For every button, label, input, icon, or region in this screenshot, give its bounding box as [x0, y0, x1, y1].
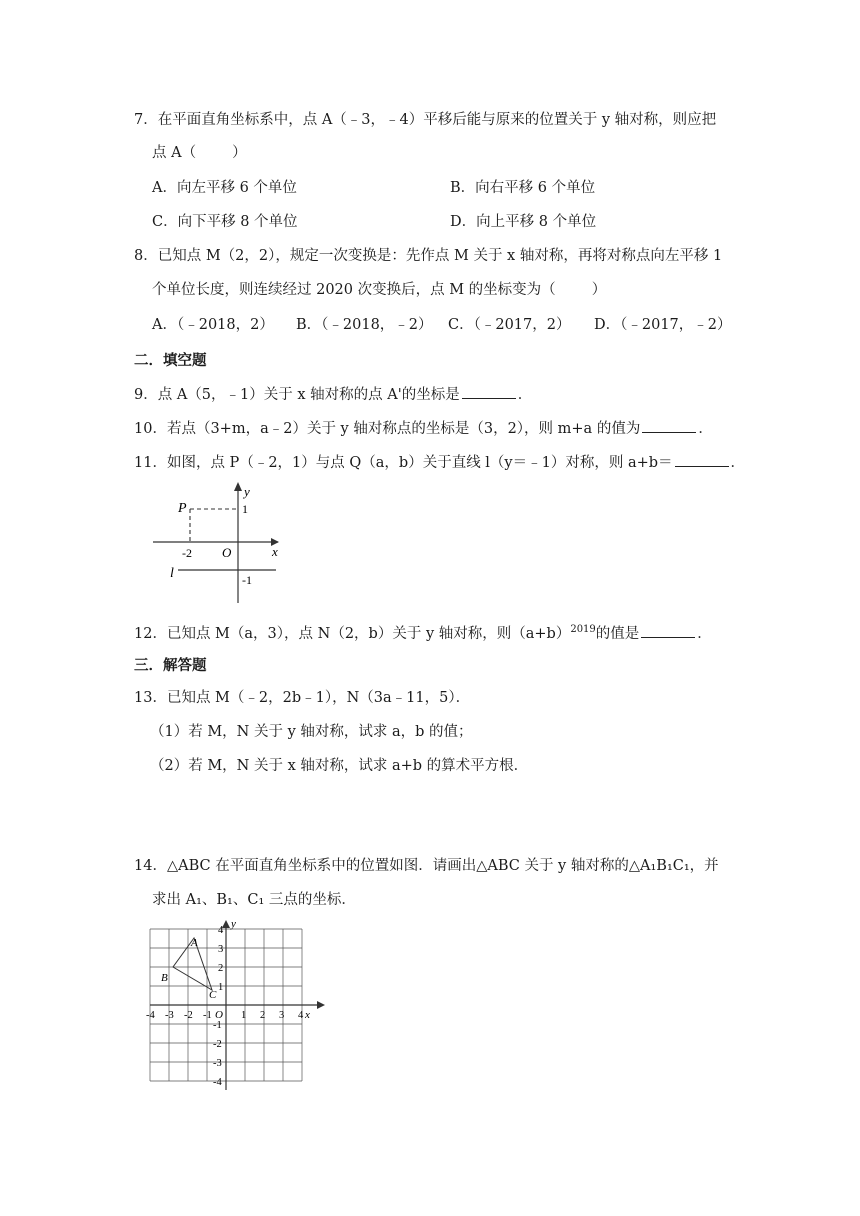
q14-y-tick-label: -2: [213, 1039, 222, 1050]
q12-answer-blank: [641, 623, 695, 638]
q9-answer-blank: [462, 384, 516, 399]
q7-option-a: A．向左平移 6 个单位: [152, 180, 297, 196]
q12-text: 12．已知点 M（a，3），点 N（2，b）关于 y 轴对称，则（a+b）: [134, 625, 571, 642]
q9: [134, 384, 532, 405]
section-solution-heading: 三．解答题: [134, 658, 207, 674]
q9-end: ．: [517, 387, 533, 403]
q14-x-tick-label: -1: [203, 1010, 212, 1021]
q14-line1: 14．△ABC 在平面直角坐标系中的位置如图．请画出△ABC 关于 y 轴对称的△A₁B₁C₁，并: [134, 858, 719, 874]
q13-part2: （2）若 M，N 关于 x 轴对称，试求 a+b 的算术平方根．: [150, 758, 529, 774]
q14-y-tick-label: -1: [213, 1020, 222, 1031]
q10-answer-blank: [642, 418, 696, 433]
q8-line2-post: ）: [591, 282, 607, 298]
q14-y-tick-label: 1: [218, 982, 224, 993]
q12-end: ．: [697, 625, 712, 642]
q9-text: 9．点 A（5，﹣1）关于 x 轴对称的点 A'的坐标是: [134, 387, 460, 403]
q14-label-origin: O: [215, 1009, 223, 1021]
q13-line1: 13．已知点 M（﹣2，2b﹣1），N（3a﹣11，5）．: [134, 690, 471, 706]
q10-text: 10．若点（3+m，a﹣2）关于 y 轴对称点的坐标是（3，2），则 m+a 的值为: [134, 421, 641, 437]
q11-tick-neg1: -1: [242, 573, 252, 587]
q7-option-c: C．向下平移 8 个单位: [152, 214, 298, 230]
q14-label-c: C: [209, 989, 217, 1001]
q10-end: ．: [698, 421, 713, 437]
section-fill-in-heading: 二．填空题: [134, 353, 207, 369]
q8-line2-pre: 个单位长度，则连续经过 2020 次变换后，点 M 的坐标变为（: [152, 282, 556, 298]
q11-label-origin: O: [222, 545, 232, 560]
q14-x-tick-label: 1: [241, 1010, 247, 1021]
q7-line2-post: ）: [232, 145, 247, 161]
q14-x-tick-label: 3: [279, 1010, 285, 1021]
q14-x-tick-label: -3: [165, 1010, 174, 1021]
q14-y-tick-label: 4: [218, 925, 224, 936]
q14-x-tick-label: -2: [184, 1010, 193, 1021]
q11-label-p: P: [178, 501, 187, 516]
q11-label-l: l: [170, 566, 174, 581]
q11-text: 11．如图，点 P（﹣2，1）与点 Q（a，b）关于直线 l（y＝﹣1）对称，则 a+b＝: [134, 455, 673, 471]
q14-label-x: x: [305, 1009, 310, 1021]
q14-y-tick-label: 2: [218, 963, 224, 974]
q14-label-b: B: [161, 972, 168, 984]
q14-x-tick-label: -4: [146, 1010, 155, 1021]
q7-option-b: B．向右平移 6 个单位: [450, 180, 596, 196]
q7-line1: 7．在平面直角坐标系中，点 A（﹣3，﹣4）平移后能与原来的位置关于 y 轴对称，则应把: [134, 112, 717, 128]
q11-label-y: y: [244, 484, 250, 499]
q12-exponent: 2019: [570, 624, 596, 635]
q11-label-x: x: [272, 544, 278, 559]
q11-tick-neg2: -2: [182, 546, 192, 560]
q7-option-d: D．向上平移 8 个单位: [450, 214, 597, 230]
q14-y-tick-label: 3: [218, 944, 224, 955]
q14-label-a: A: [191, 937, 198, 949]
q7-line2: [152, 143, 247, 163]
q14-y-tick-label: -3: [213, 1058, 222, 1069]
q8-line2: [152, 280, 606, 300]
q8-option-b: B．（﹣2018，﹣2）: [296, 317, 433, 333]
q8-option-a: A．（﹣2018，2）: [152, 317, 274, 333]
q12-text-mid: 的值是: [595, 625, 640, 642]
q8-option-c: C．（﹣2017，2）: [448, 317, 571, 333]
q12: [134, 620, 712, 644]
q14-x-ticks: [146, 1010, 304, 1021]
q14-label-y: y: [231, 918, 236, 930]
q11-tick-1: 1: [242, 502, 248, 516]
q14-y-tick-label: -4: [213, 1077, 222, 1088]
q14-x-arrow-icon: [317, 1001, 325, 1009]
q11-end: ．: [730, 455, 746, 471]
q13-part1: （1）若 M，N 关于 y 轴对称，试求 a，b 的值；: [150, 724, 473, 740]
q7-line2-pre: 点 A（: [152, 145, 197, 161]
q14-y-ticks: [213, 925, 224, 1088]
q14-x-tick-label: 2: [260, 1010, 266, 1021]
q8-line1: 8．已知点 M（2，2），规定一次变换是：先作点 M 关于 x 轴对称，再将对称点向左平移 1: [134, 248, 723, 264]
q10: [134, 418, 713, 439]
q11-figure: [148, 478, 288, 608]
q14-coordinate-grid: [145, 918, 330, 1096]
q8-option-d: D．（﹣2017，﹣2）: [594, 317, 732, 333]
q14-line2: 求出 A₁、B₁、C₁ 三点的坐标．: [152, 892, 356, 908]
q14-x-tick-label: 4: [298, 1010, 304, 1021]
q11: [134, 452, 745, 473]
q11-answer-blank: [675, 452, 729, 467]
q11-y-arrow-icon: [234, 482, 242, 491]
